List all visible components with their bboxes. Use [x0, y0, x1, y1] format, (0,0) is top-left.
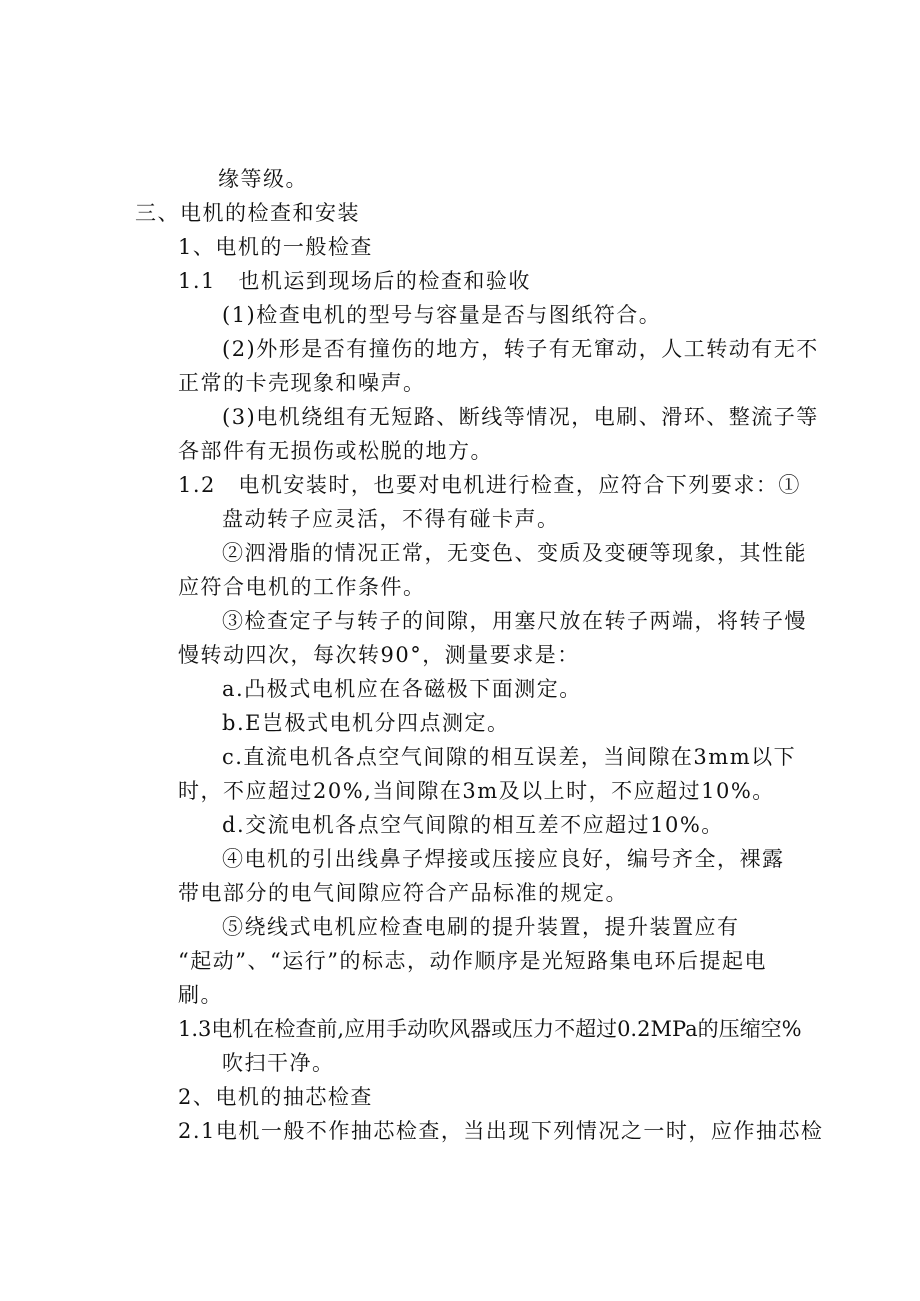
paragraph-line: ③检查定子与转子的间隙，用塞尺放在转子两端，将转子慢	[222, 609, 807, 633]
paragraph-line: 盘动转子应灵活，不得有碰卡声。	[222, 507, 560, 531]
paragraph-line: (1)检查电机的型号与容量是否与图纸符合。	[222, 303, 662, 327]
paragraph-line: b.E岂极式电机分四点测定。	[222, 711, 510, 735]
item-heading-2-1: 2.1电机一般不作抽芯检查，当出现下列情况之一时，应作抽芯检	[178, 1119, 824, 1143]
paragraph-line: (3)电机绕组有无短路、断线等情况，电刷、滑环、整流子等	[222, 405, 819, 429]
paragraph-line: (2)外形是否有撞伤的地方，转子有无窜动，人工转动有无不	[222, 337, 819, 361]
item-heading-1-1: 1.1 也机运到现场后的检查和验收	[178, 269, 531, 293]
paragraph-line: 慢转动四次，每次转90°，测量要求是：	[178, 643, 580, 667]
subsection-heading-2: 2、电机的抽芯检查	[178, 1085, 373, 1109]
item-heading-1-2: 1.2 电机安装时，也要对电机进行检查，应符合下列要求：①	[178, 473, 801, 497]
paragraph-line: “起动”、“运行”的标志，动作顺序是光短路集电环后提起电	[178, 949, 767, 973]
paragraph-line: ②泗滑脂的情况正常，无变色、变质及变硬等现象，其性能	[222, 541, 807, 565]
subsection-heading-1: 1、电机的一般检查	[178, 235, 373, 259]
text-line-continuation: 缘等级。	[218, 167, 308, 191]
paragraph-line: ⑤绕线式电机应检查电刷的提升装置，提升装置应有	[222, 915, 740, 939]
paragraph-line: 带电部分的电气间隙应符合产品标准的规定。	[178, 881, 628, 905]
paragraph-line: d.交流电机各点空气间隙的相互差不应超过10%。	[222, 813, 724, 837]
paragraph-line: 各部件有无损伤或松脱的地方。	[178, 439, 493, 463]
paragraph-line: 刷。	[178, 983, 223, 1007]
paragraph-line: ④电机的引出线鼻子焊接或压接应良好，编号齐全，裸露	[222, 847, 785, 871]
paragraph-line: 应符合电机的工作条件。	[178, 575, 426, 599]
paragraph-line: 吹扫干净。	[222, 1051, 335, 1075]
paragraph-line: a.凸极式电机应在各磁极下面测定。	[222, 677, 582, 701]
section-heading-3: 三、电机的检查和安装	[135, 201, 360, 225]
paragraph-line: 正常的卡壳现象和噪声。	[178, 371, 426, 395]
paragraph-line: 时，不应超过20%,当间隙在3m及以上时，不应超过10%。	[178, 779, 775, 803]
paragraph-line: c.直流电机各点空气间隙的相互误差，当间隙在3mm以下	[222, 745, 797, 769]
item-heading-1-3: 1.3电机在检查前,应用手动吹风器或压力不超过0.2MPa的压缩空%	[178, 1017, 802, 1041]
